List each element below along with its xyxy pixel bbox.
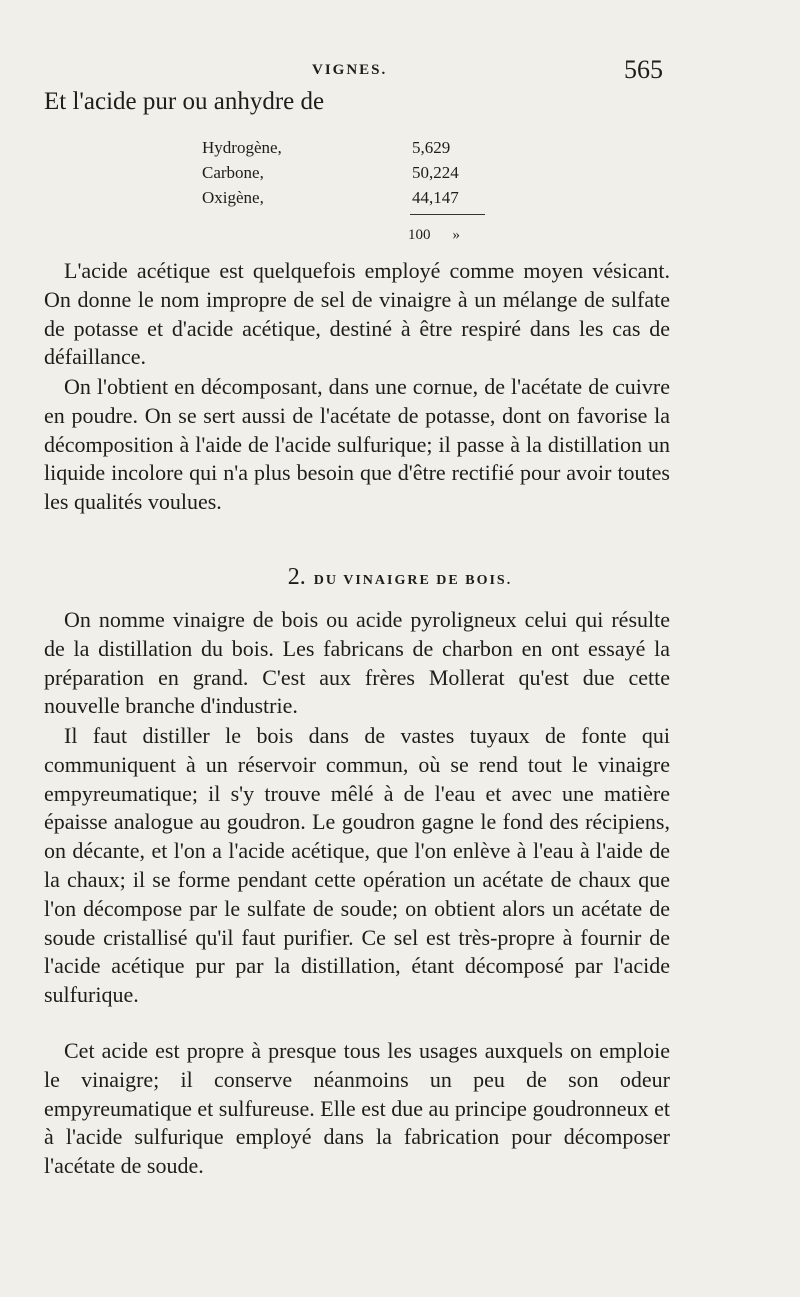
paragraph: Cet acide est propre à presque tous les usages auxquels on emploie le vinaigre; il conserve néanmoins un peu de son odeur empyreumatique et sulfureuse. Elle est due au principe goudronneux et à l'acide sulfurique employé dans la fabrication pour décomposer l'acétate de soude.	[44, 1038, 670, 1179]
running-title: VIGNES.	[312, 62, 388, 78]
element-name: Hydrogène,	[202, 138, 282, 157]
composition-total	[408, 227, 460, 244]
paragraph: Il faut distiller le bois dans de vastes tuyaux de fonte qui communiquent à un réservoir commun, où se rend tout le vinaigre empyreumatique; il s'y trouve mêlé à de l'eau et avec une matière épaisse analogue au goudron. Le goudron gagne le fond des récipiens, on décante, et l'on a l'acide acétique, que l'on enlève à l'eau à l'aide de la chaux; il se forme pendant cette opération un acétate de chaux que l'on décompose par le sulfate de soude; on obtient alors un acétate de soude cristallisé qu'il faut purifier. Ce sel est très-propre à fournir de l'acide acétique pur par la distillation, étant décomposé par l'acide sulfurique.	[44, 723, 670, 1008]
element-name: Oxigène,	[202, 188, 264, 207]
element-value: 44,147	[412, 188, 459, 207]
sum-rule	[410, 214, 485, 215]
intro-line: Et l'acide pur ou anhydre de	[44, 88, 325, 115]
section-heading	[0, 564, 800, 591]
page-number: 565	[624, 55, 663, 84]
composition-row	[200, 188, 490, 213]
paragraph: L'acide acétique est quelquefois employé comme moyen vésicant. On donne le nom impropre de sel de vinaigre à un mélange de sulfate de potasse et d'acide acétique, destiné à être respiré dans les cas de défaillance.	[44, 258, 670, 370]
total-value: 100	[408, 227, 431, 243]
element-name: Carbone,	[202, 163, 264, 182]
section-number: 2.	[287, 564, 306, 590]
total-mark: »	[452, 227, 460, 243]
paragraph: On l'obtient en décomposant, dans une cornue, de l'acétate de cuivre en poudre. On se sert aussi de l'acétate de potasse, dont on favorise la décomposition à l'aide de l'acide sulfurique; il passe à la distillation un liquide incolore qui n'a plus besoin que d'être rectifié pour avoir toutes les qualités voulues.	[44, 374, 670, 515]
composition-row	[200, 138, 490, 163]
section-title: DU VINAIGRE DE BOIS.	[313, 573, 513, 588]
paragraph: On nomme vinaigre de bois ou acide pyroligneux celui qui résulte de la distillation du bois. Les fabricans de charbon en ont essayé la préparation en grand. C'est aux frères Mollerat qu'est due cette nouvelle branche d'industrie.	[44, 607, 670, 719]
composition-row	[200, 163, 490, 188]
composition-table	[200, 138, 490, 213]
element-value: 50,224	[412, 163, 459, 182]
element-value: 5,629	[412, 138, 451, 157]
